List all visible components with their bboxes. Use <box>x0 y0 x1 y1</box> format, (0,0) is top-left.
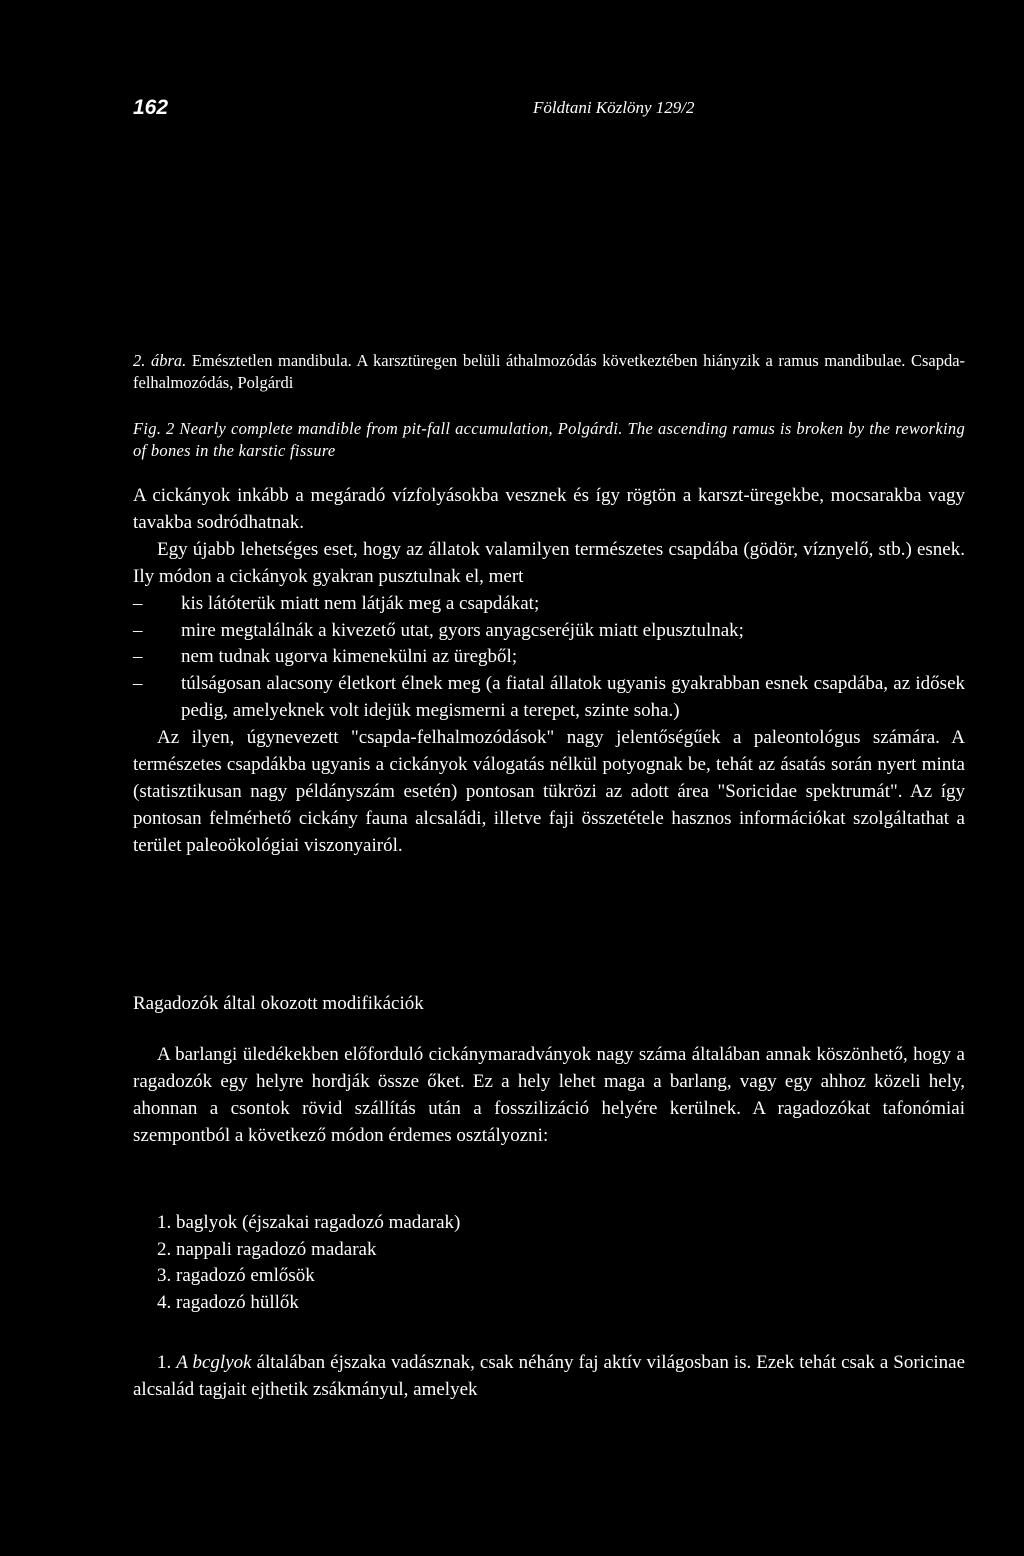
figure-caption-hungarian <box>133 350 965 394</box>
list-item: – túlságosan alacsony életkort élnek meg (a fiatal állatok ugyanis gyakrabban esnek csapdába, az idősek pedig, amelyeknek volt idejük megismerni a terepet, szinte soha.) <box>133 671 965 725</box>
paragraph: A cickányok inkább a megáradó vízfolyásokba vesznek és így rögtön a karszt-üregekbe, mocsarakba vagy tavakba sodródhatnak. <box>133 485 965 533</box>
list-item: 1. baglyok (éjszakai ragadozó madarak) <box>157 1212 461 1233</box>
section-body-continued <box>133 1350 965 1404</box>
paragraph <box>133 1350 965 1404</box>
section-body <box>133 1042 965 1150</box>
list-item: – nem tudnak ugorva kimenekülni az üregből; <box>133 644 965 671</box>
numbered-list-block <box>133 1210 965 1316</box>
paragraph: Egy újabb lehetséges eset, hogy az állatok valamilyen természetes csapdába (gödör, víznyelő, stb.) esnek. Ily módon a cickányok gyakran pusztulnak el, mert <box>133 538 965 587</box>
figure-label: 2. ábra. <box>133 351 187 370</box>
body-text <box>133 483 965 860</box>
paragraph-number: 1. <box>157 1352 172 1373</box>
paragraph-text: általában éjszaka vadásznak, csak néhány faj aktív világosban is. Ezek tehát csak a Soricinae alcsalád tagjait ejthetik zsákmányul, amelyek <box>133 1352 966 1400</box>
dash-list <box>133 591 965 726</box>
paragraph: Az ilyen, úgynevezett "csapda-felhalmozódások" nagy jelentőségűek a paleontológus számára. A természetes csapdákba ugyanis a cickányok válogatás nélkül potyognak be, tehát az ásatás során nyert minta (statisztikusan nagy példányszám esetén) pontosan tükrözi az adott área "Soricidae spektrumát". Az így pontosan felmérhető cickány fauna alcsaládi, illetve faji összetétele hasznos információkat szolgáltathat a terület paleoökológiai viszonyairól. <box>133 727 965 856</box>
list-item: – mire megtalálnák a kivezető utat, gyors anyagcseréjük miatt elpusztulnak; <box>133 618 965 645</box>
italic-term: A bcglyok <box>176 1352 252 1373</box>
journal-title: Földtani Közlöny 129/2 <box>533 98 695 117</box>
paragraph: A barlangi üledékekben előforduló cickánymaradványok nagy száma általában annak köszönhető, hogy a ragadozók egy helyre hordják össze őket. Ez a hely lehet maga a barlang, vagy egy ahhoz közeli hely, ahonnan a csontok rövid szállítás után a fosszilizáció helyére kerülnek. A ragadozókat tafonómiai szempontból a következő módon érdemes osztályozni: <box>133 1044 965 1146</box>
numbered-list <box>133 1210 965 1316</box>
list-item: 4. ragadozó hüllők <box>157 1291 299 1313</box>
list-item: 3. ragadozó emlősök <box>157 1265 315 1286</box>
list-item: 2. nappali ragadozó madarak <box>157 1238 377 1260</box>
running-header <box>133 96 963 126</box>
section-heading: Ragadozók által okozott modifikációk <box>133 993 424 1014</box>
figure-caption-text: Emésztetlen mandibula. A karsztüregen belüli áthalmozódás következtében hiányzik a ramus mandibulae. Csapda-felhalmozódás, Polgárdi <box>133 351 966 392</box>
list-item: – kis látóterük miatt nem látják meg a csapdákat; <box>133 591 965 618</box>
figure-caption-english: Fig. 2 Nearly complete mandible from pit-fall accumulation, Polgárdi. The ascending ramus is broken by the reworking of bones in the karstic fissure <box>133 419 965 460</box>
page-number: 162 <box>133 96 169 119</box>
